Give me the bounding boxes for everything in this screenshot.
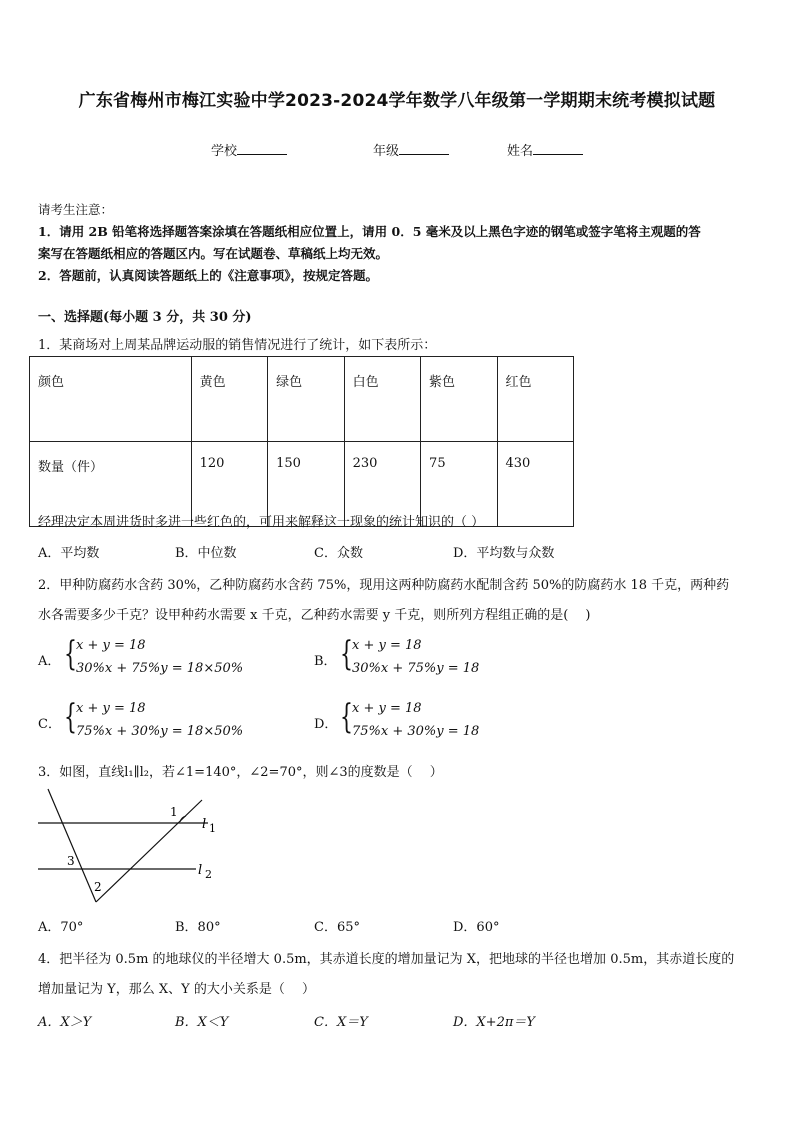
q2-option-c[interactable] <box>38 697 298 746</box>
grade-blank[interactable] <box>399 141 449 155</box>
page-title: 广东省梅州市梅江实验中学2023-2024学年数学八年级第一学期期末统考模拟试题 <box>78 91 716 111</box>
q2-stem-line-2: 水各需要多少千克？设甲种药水需要 x 千克，乙种药水需要 y 千克，则所列方程组正确的是( ) <box>38 608 591 623</box>
name-label: 姓名 <box>507 144 534 159</box>
equation-1: x + y = 18 <box>352 638 422 653</box>
table-row <box>30 357 574 442</box>
option-label: D． <box>314 717 338 732</box>
name-blank[interactable] <box>533 141 583 155</box>
brace-icon: { <box>340 634 353 674</box>
q4-stem-line-1: 4．把半径为 0.5m 的地球仪的半径增大 0.5m，其赤道长度的增加量记为 X，把地球的半径也增加 0.5m，其赤道长度的 <box>38 952 735 967</box>
table-cell: 颜色 <box>30 357 192 442</box>
table-cell: 75 <box>421 442 497 527</box>
table-cell: 红色 <box>497 357 573 442</box>
equation-1: x + y = 18 <box>76 638 146 653</box>
line-l1-label: l <box>202 817 207 832</box>
q1-option-b[interactable]: B．中位数 <box>175 546 237 561</box>
q3-option-c[interactable]: C．65° <box>314 920 360 935</box>
q1-option-c[interactable]: C．众数 <box>314 546 363 561</box>
angle-3-label: 3 <box>67 854 75 868</box>
brace-icon: { <box>340 697 353 737</box>
q1-stem: 1．某商场对上周某品牌运动服的销售情况进行了统计，如下表所示： <box>38 338 437 353</box>
option-label: C． <box>38 717 61 732</box>
school-label: 学校 <box>211 144 238 159</box>
table-cell: 230 <box>344 442 420 527</box>
line-l1-subscript: 1 <box>209 822 216 835</box>
section-heading: 一、选择题(每小题 3 分，共 30 分) <box>38 310 252 325</box>
transversal-right <box>96 800 202 902</box>
q3-stem: 3．如图，直线l₁∥l₂，若∠1=140°，∠2=70°，则∠3的度数是（ ） <box>38 765 443 780</box>
line-l2-label: l <box>198 863 203 878</box>
equation-1: x + y = 18 <box>352 701 422 716</box>
notice-line-1b: 案写在答题纸相应的答题区内。写在试题卷、草稿纸上均无效。 <box>38 246 389 261</box>
q3-option-a[interactable]: A．70° <box>38 920 84 935</box>
table-cell: 430 <box>497 442 573 527</box>
option-label: B． <box>314 654 337 669</box>
equation-1: x + y = 18 <box>76 701 146 716</box>
table-cell: 白色 <box>344 357 420 442</box>
transversal-left <box>48 789 96 902</box>
name-field <box>507 140 583 159</box>
notice-line-1: 1．请用 2B 铅笔将选择题答案涂填在答题纸相应位置上，请用 0．5 毫米及以上黑色字迹的钢笔或签字笔将主观题的答 <box>38 224 701 239</box>
angle-1-label: 1 <box>170 805 178 819</box>
grade-field <box>373 140 449 159</box>
equation-2: 30%x + 75%y = 18 <box>352 661 480 676</box>
table-cell: 数量（件） <box>30 442 192 527</box>
angle-2-label: 2 <box>94 880 102 894</box>
q1-option-d[interactable]: D．平均数与众数 <box>453 546 555 561</box>
table-cell: 黄色 <box>191 357 267 442</box>
table-cell: 120 <box>191 442 267 527</box>
option-label: A． <box>38 654 61 669</box>
q3-option-b[interactable]: B．80° <box>175 920 221 935</box>
grade-label: 年级 <box>373 144 400 159</box>
q4-option-b[interactable]: B．X＜Y <box>175 1015 229 1030</box>
brace-icon: { <box>64 697 77 737</box>
q3-option-d[interactable]: D．60° <box>453 920 500 935</box>
table-cell: 绿色 <box>268 357 344 442</box>
notice-block <box>38 199 701 287</box>
line-l2-subscript: 2 <box>205 868 212 881</box>
q1-option-a[interactable]: A．平均数 <box>38 546 100 561</box>
school-field <box>211 140 287 159</box>
q2-stem-line-1: 2．甲种防腐药水含药 30%，乙种防腐药水含药 75%，现用这两种防腐药水配制含药 50%的防腐药水 18 千克，两种药 <box>38 578 730 593</box>
q4-option-d[interactable]: D．X+2π＝Y <box>453 1015 535 1030</box>
q4-stem-line-2: 增加量记为 Y，那么 X、Y 的大小关系是（ ） <box>38 982 315 997</box>
equation-2: 75%x + 30%y = 18×50% <box>76 724 244 739</box>
equation-2: 30%x + 75%y = 18×50% <box>76 661 244 676</box>
parallel-lines-figure <box>30 785 230 910</box>
notice-heading: 请考生注意： <box>38 202 114 217</box>
q4-option-a[interactable]: A．X＞Y <box>38 1015 92 1030</box>
q1-followup: 经理决定本周进货时多进一些红色的，可用来解释这一现象的统计知识的（ ） <box>38 515 485 530</box>
q2-option-a[interactable] <box>38 634 298 683</box>
table-cell: 紫色 <box>421 357 497 442</box>
sales-table <box>29 356 574 527</box>
equation-2: 75%x + 30%y = 18 <box>352 724 480 739</box>
q4-option-c[interactable]: C．X＝Y <box>314 1015 368 1030</box>
q2-option-d[interactable] <box>314 697 574 746</box>
table-cell: 150 <box>268 442 344 527</box>
brace-icon: { <box>64 634 77 674</box>
notice-line-2: 2．答题前，认真阅读答题纸上的《注意事项》，按规定答题。 <box>38 268 378 283</box>
q2-option-b[interactable] <box>314 634 574 683</box>
school-blank[interactable] <box>237 141 287 155</box>
